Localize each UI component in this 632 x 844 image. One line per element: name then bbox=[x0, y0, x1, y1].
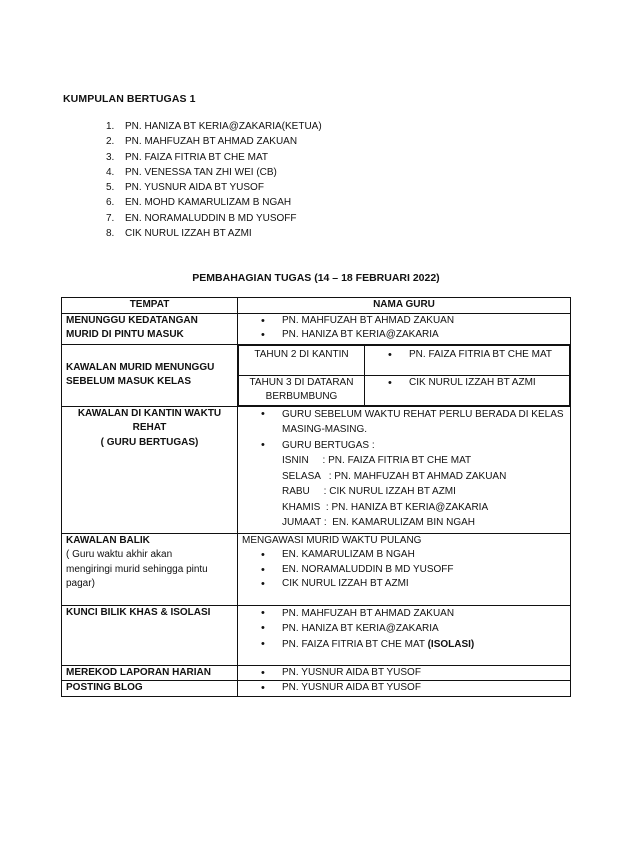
table-row bbox=[62, 681, 571, 697]
teacher-cell bbox=[238, 605, 571, 665]
list-item: • GURU SEBELUM WAKTU REHAT PERLU BERADA DI KELAS MASING-MASING. bbox=[242, 407, 566, 438]
schedule-line: KHAMIS : PN. HANIZA BT KERIA@ZAKARIA bbox=[282, 501, 489, 513]
list-item: 7. EN. NORAMALUDDIN B MD YUSOFF bbox=[106, 212, 297, 224]
schedule-line: ISNIN : PN. FAIZA FITRIA BT CHE MAT bbox=[282, 455, 472, 466]
header-place: TEMPAT bbox=[62, 298, 238, 314]
group-title: KUMPULAN BERTUGAS 1 bbox=[63, 93, 196, 105]
list-item: • PN. MAHFUZAH BT AHMAD ZAKUAN bbox=[242, 606, 566, 622]
teacher-cell bbox=[238, 681, 571, 697]
schedule-line: JUMAAT : EN. KAMARULIZAM BIN NGAH bbox=[282, 517, 475, 528]
place-cell: MENUNGGU KEDATANGAN MURID DI PINTU MASUK bbox=[62, 313, 238, 344]
list-item: • PN. HANIZA BT KERIA@ZAKARIA bbox=[242, 328, 566, 343]
teacher-cell bbox=[238, 406, 571, 533]
place-cell: KAWALAN BALIK ( Guru waktu akhir akan mengiringi murid sehingga pintu pagar) bbox=[62, 533, 238, 605]
table-title: PEMBAHAGIAN TUGAS (14 – 18 FEBRUARI 2022) bbox=[192, 272, 440, 284]
list-item: 4. PN. VENESSA TAN ZHI WEI (CB) bbox=[106, 166, 277, 178]
list-item: 6. EN. MOHD KAMARULIZAM B NGAH bbox=[106, 197, 292, 209]
list-item: • PN. YUSNUR AIDA BT YUSOF bbox=[242, 666, 566, 681]
list-item: • PN. FAIZA FITRIA BT CHE MAT (ISOLASI) bbox=[242, 637, 566, 653]
table-row bbox=[62, 313, 571, 344]
place-cell: POSTING BLOG bbox=[62, 681, 238, 697]
list-item: 5. PN. YUSNUR AIDA BT YUSOF bbox=[106, 182, 264, 194]
table-header-row bbox=[62, 298, 571, 314]
sub-teacher: • PN. FAIZA FITRIA BT CHE MAT bbox=[365, 345, 570, 375]
table-row bbox=[62, 406, 571, 533]
teacher-cell bbox=[238, 665, 571, 681]
list-item: • CIK NURUL IZZAH BT AZMI bbox=[242, 577, 566, 592]
list-item: 2. PN. MAHFUZAH BT AHMAD ZAKUAN bbox=[106, 136, 298, 148]
place-cell: KAWALAN MURID MENUNGGU SEBELUM MASUK KELAS bbox=[62, 344, 238, 406]
place-cell: KUNCI BILIK KHAS & ISOLASI bbox=[62, 605, 238, 665]
list-item: • EN. KAMARULIZAM B NGAH bbox=[242, 548, 566, 563]
duty-table bbox=[61, 297, 571, 697]
header-teacher: NAMA GURU bbox=[238, 298, 571, 314]
table-row bbox=[62, 665, 571, 681]
teacher-cell bbox=[238, 344, 571, 406]
list-item: 1. PN. HANIZA BT KERIA@ZAKARIA(KETUA) bbox=[106, 121, 322, 132]
list-item: 8. CIK NURUL IZZAH BT AZMI bbox=[106, 228, 252, 240]
waiting-subtable bbox=[238, 345, 570, 406]
sub-location: TAHUN 3 DI DATARAN BERBUMBUNG bbox=[239, 375, 365, 405]
list-item: • PN. HANIZA BT KERIA@ZAKARIA bbox=[242, 621, 566, 637]
member-list bbox=[106, 119, 322, 241]
list-item: • PN. MAHFUZAH BT AHMAD ZAKUAN bbox=[242, 314, 566, 329]
schedule-line: RABU : CIK NURUL IZZAH BT AZMI bbox=[282, 486, 456, 497]
table-row bbox=[62, 605, 571, 665]
sub-teacher: • CIK NURUL IZZAH BT AZMI bbox=[365, 375, 570, 405]
table-row bbox=[62, 533, 571, 605]
list-item: 3. PN. FAIZA FITRIA BT CHE MAT bbox=[106, 151, 268, 163]
teacher-cell: MENGAWASI MURID WAKTU PULANG • EN. KAMARULIZAM B NGAH • EN. NORAMALUDDIN B MD YUSOFF • CIK NURUL IZZAH BT AZMI bbox=[238, 533, 571, 605]
schedule-line: SELASA : PN. MAHFUZAH BT AHMAD ZAKUAN bbox=[282, 470, 507, 482]
place-cell: MEREKOD LAPORAN HARIAN bbox=[62, 665, 238, 681]
sub-location: TAHUN 2 DI KANTIN bbox=[239, 345, 365, 375]
list-item: • EN. NORAMALUDDIN B MD YUSOFF bbox=[242, 563, 566, 578]
list-item: • GURU BERTUGAS : bbox=[242, 438, 566, 454]
table-row bbox=[62, 344, 571, 406]
teacher-cell bbox=[238, 313, 571, 344]
place-cell: KAWALAN DI KANTIN WAKTU REHAT ( GURU BERTUGAS) bbox=[62, 406, 238, 533]
list-item: • PN. YUSNUR AIDA BT YUSOF bbox=[242, 681, 566, 696]
